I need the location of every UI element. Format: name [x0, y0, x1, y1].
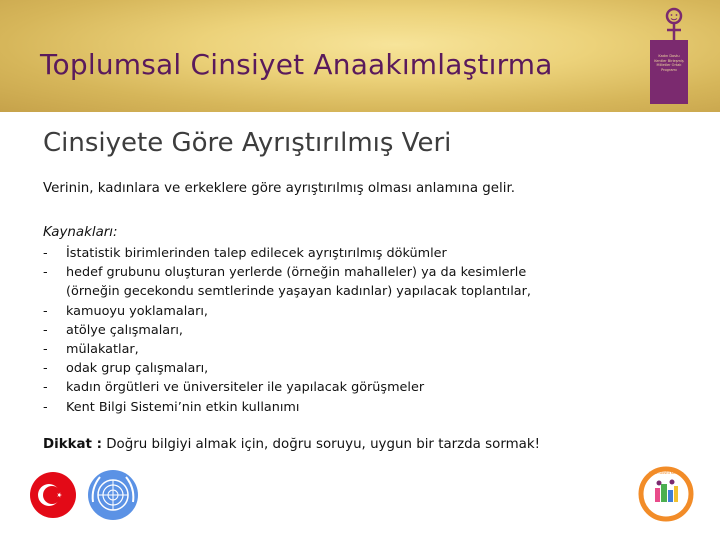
bullet: - [43, 265, 48, 281]
bullet: - [43, 322, 48, 338]
intro-text: Verinin, kadınlara ve erkeklere göre ayrıştırılmış olması anlamına gelir. [43, 181, 516, 196]
woman-figure-icon [650, 6, 690, 60]
list-item [43, 340, 563, 359]
list-item [43, 359, 563, 378]
section-title: Cinsiyete Göre Ayrıştırılmış Veri [43, 128, 452, 158]
list-item [43, 244, 563, 263]
sources-list [43, 244, 563, 417]
list-item [43, 398, 563, 417]
bullet: - [43, 380, 48, 396]
list-item [43, 263, 563, 301]
bullet: - [43, 246, 48, 261]
sources-label: Kaynakları: [43, 225, 118, 240]
list-item [43, 378, 563, 397]
list-item-text: Kent Bilgi Sistemi’nin etkin kullanımı [66, 399, 300, 415]
un-emblem-icon [85, 468, 141, 522]
women-friendly-cities-logo [637, 466, 695, 522]
warning-note [43, 437, 540, 452]
bullet: - [43, 361, 48, 377]
list-item-text: odak grup çalışmaları, [66, 361, 209, 377]
list-item-text: kadın örgütleri ve üniversiteler ile yapılacak görüşmeler [66, 380, 425, 396]
bullet: - [43, 303, 48, 319]
bullet: - [43, 342, 48, 358]
list-item-text: hedef grubunu oluşturan yerlerde (örneğin mahalleler) ya da kesimlerle (örneğin gecekondu semtlerinde yaşayan kadınlar) yapılacak toplantılar, [66, 265, 531, 300]
list-item [43, 302, 563, 321]
bullet: - [43, 399, 48, 415]
warning-text: Doğru bilgiyi almak için, doğru soruyu, uygun bir tarzda sormak! [101, 437, 540, 452]
list-item-text: kamuoyu yoklamaları, [66, 303, 208, 319]
header-banner [0, 0, 720, 112]
page-title: Toplumsal Cinsiyet Anaakımlaştırma [40, 48, 553, 81]
list-item-text: atölye çalışmaları, [66, 322, 184, 338]
program-logo-text: Kadın Dostu Kentler Birleşmiş Milletler Ortak Programı [654, 54, 684, 72]
list-item-text: İstatistik birimlerinden talep edilecek ayrıştırılmış dökümler [66, 246, 447, 261]
list-item-text: mülakatlar, [66, 342, 139, 358]
city-logo-text: Kadın Dostu Kentler [648, 471, 684, 475]
list-item [43, 321, 563, 340]
turkey-flag-icon [28, 470, 78, 520]
warning-label: Dikkat : [43, 437, 102, 452]
